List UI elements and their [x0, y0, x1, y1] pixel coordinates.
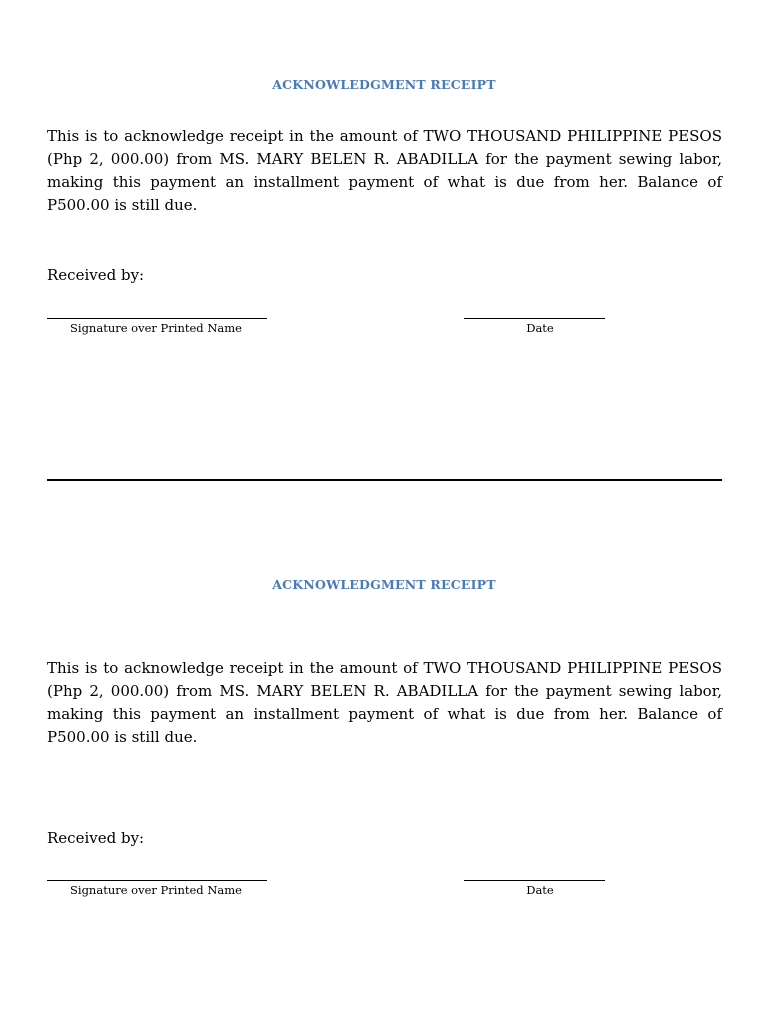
- signature-label: Signature over Printed Name: [70, 321, 242, 335]
- received-by-label: Received by:: [47, 266, 145, 284]
- receipt-title: ACKNOWLEDGMENT RECEIPT: [272, 577, 496, 592]
- receipt-body: This is to acknowledge receipt in the amount of TWO THOUSAND PHILIPPINE PESOS (Php 2, 000.00) from MS. MARY BELEN R. ABADILLA for the payment sewing labor, making this payment an installment payment of what is due from her. Balance of P500.00 is still due.: [47, 659, 722, 746]
- cut-separator-line: [47, 479, 722, 481]
- receipt-body: This is to acknowledge receipt in the amount of TWO THOUSAND PHILIPPINE PESOS (Php 2, 000.00) from MS. MARY BELEN R. ABADILLA for the payment sewing labor, making this payment an installment payment of what is due from her. Balance of P500.00 is still due.: [47, 127, 722, 214]
- date-label: Date: [526, 321, 554, 335]
- date-line: [464, 318, 605, 319]
- signature-line: [47, 318, 267, 319]
- date-line: [464, 880, 605, 881]
- receipt-title: ACKNOWLEDGMENT RECEIPT: [272, 77, 496, 92]
- date-label: Date: [526, 883, 554, 897]
- signature-line: [47, 880, 267, 881]
- received-by-label: Received by:: [47, 829, 145, 847]
- signature-label: Signature over Printed Name: [70, 883, 242, 897]
